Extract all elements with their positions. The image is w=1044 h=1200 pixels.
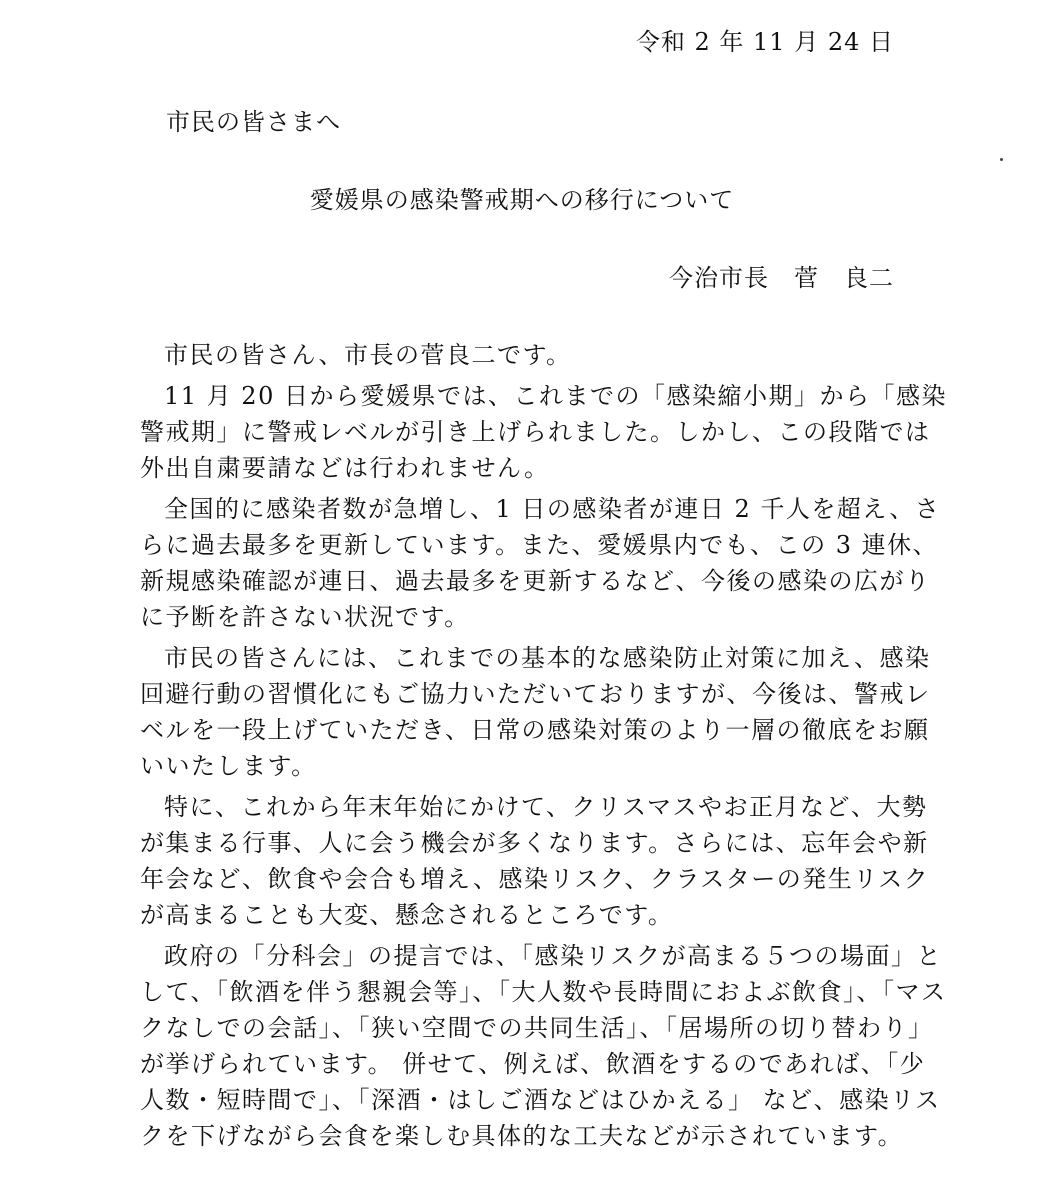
text-line: 外出自粛要請などは行われません。	[140, 454, 550, 482]
text-line: して、「飲酒を伴う懇親会等」、「大人数や長時間におよぶ飲食」、「マス	[140, 978, 947, 1006]
text-line: クを下げながら会食を楽しむ具体的な工夫などが示されています。	[140, 1122, 904, 1150]
paragraph	[140, 378, 947, 486]
paragraph	[140, 789, 930, 933]
text-line: クなしでの会話」、「狭い空間での共同生活」、「居場所の切り替わり」	[140, 1014, 934, 1042]
document-title: 愛媛県の感染警戒期への移行について	[309, 186, 735, 214]
text-line: 市民の皆さんには、これまでの基本的な感染防止対策に加え、感染	[164, 644, 931, 672]
text-line: 11 月 20 日から愛媛県では、これまでの「感染縮小期」から「感染	[164, 382, 947, 410]
text-line: 人数・短時間で」、「深酒・はしご酒などはひかえる」 など、感染リス	[140, 1086, 941, 1114]
letter-body	[140, 337, 947, 1154]
document-date: 令和 2 年 11 月 24 日	[635, 28, 894, 56]
paragraph	[140, 491, 941, 635]
text-line: 年会など、飲食や会合も増え、感染リスク、クラスターの発生リスク	[140, 865, 930, 893]
paragraph	[140, 938, 947, 1154]
paragraph	[140, 640, 931, 784]
text-line: 特に、これから年末年始にかけて、クリスマスやお正月など、大勢	[164, 793, 928, 821]
text-line: ベルを一段上げていただき、日常の感染対策のより一層の徹底をお願	[140, 716, 930, 744]
paragraph	[140, 337, 904, 373]
text-line: に予断を許さない状況です。	[140, 603, 470, 631]
text-line: 新規感染確認が連日、過去最多を更新するなど、今後の感染の広がり	[140, 567, 931, 595]
text-line: 全国的に感染者数が急増し、1 日の感染者が連日 2 千人を超え、さ	[164, 495, 941, 523]
scan-speck	[1000, 158, 1003, 161]
addressee: 市民の皆さまへ	[166, 108, 341, 136]
text-line: が挙げられています。 併せて、例えば、飲酒をするのであれば、「少	[140, 1050, 926, 1078]
text-line: いいたします。	[140, 752, 317, 780]
text-line: 政府の「分科会」の提言では、「感染リスクが高まる５つの場面」と	[164, 942, 943, 970]
text-line: 市民の皆さん、市長の菅良二です。	[164, 341, 572, 369]
text-line: が高まることも大変、懸念されるところです。	[140, 901, 674, 929]
text-line: 回避行動の習慣化にもご協力いただいておりますが、今後は、警戒レ	[140, 680, 931, 708]
text-line: 警戒期」に警戒レベルが引き上げられました。しかし、この段階では	[140, 418, 931, 446]
text-line: らに過去最多を更新しています。また、愛媛県内でも、この 3 連休、	[140, 531, 939, 559]
author-signature: 今治市長 菅 良二	[669, 264, 894, 292]
text-line: が集まる行事、人に会う機会が多くなります。さらには、忘年会や新	[140, 829, 929, 857]
